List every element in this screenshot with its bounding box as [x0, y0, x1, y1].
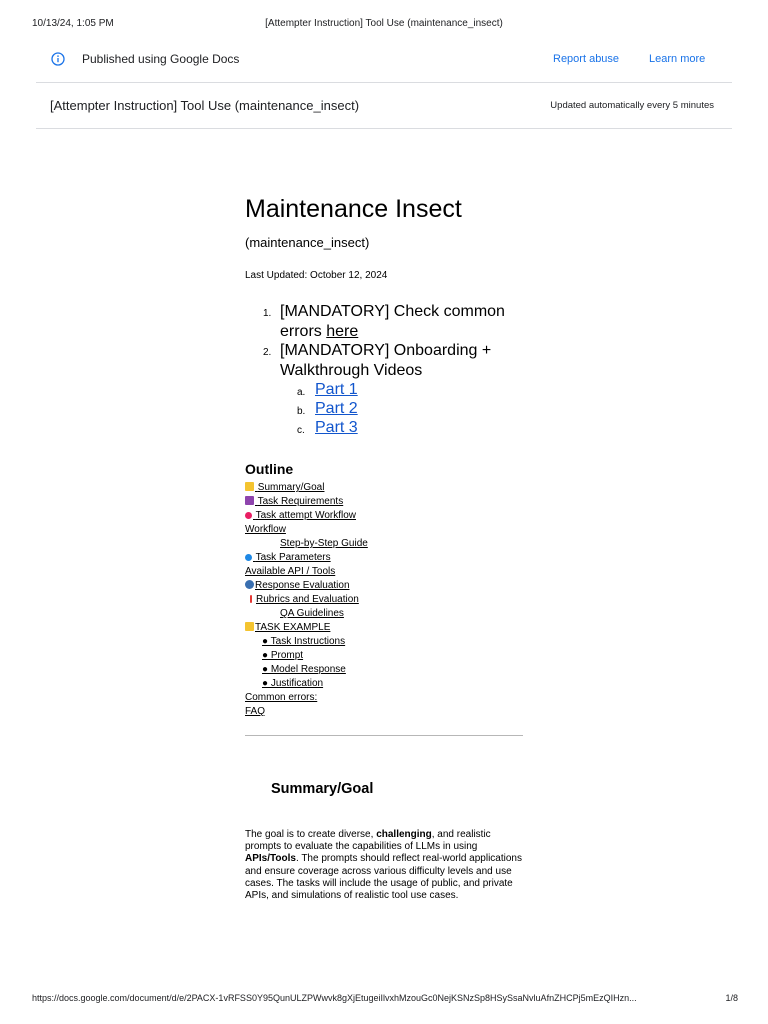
list-item-text: [MANDATORY] Onboarding + Walkthrough Videos [280, 342, 492, 379]
summary-paragraph: The goal is to create diverse, challenging, and realistic prompts to evaluate the capabilities of LLMs in using APIs/Tools. The prompts should reflect real-world applications and ensure coverage across various difficulty levels and use cases. The tasks will include the usage of public, and private APIs, and simulations of realistic tool use cases. [245, 829, 522, 902]
toc-item [245, 537, 545, 551]
toc-link-requirements[interactable]: Task Requirements [245, 496, 343, 507]
toc-link-response-eval[interactable]: Response Evaluation [245, 580, 350, 591]
print-header [0, 18, 768, 32]
document-title-bar [36, 82, 732, 129]
toc-link-faq[interactable]: FAQ [245, 706, 266, 717]
toc-item [245, 579, 545, 593]
print-datetime: 10/13/24, 1:05 PM [32, 18, 114, 29]
toc-item [245, 705, 545, 719]
common-errors-link[interactable]: here [326, 322, 359, 340]
toc-link-parameters[interactable]: Task Parameters [245, 552, 331, 563]
toc-link-workflow[interactable]: Task attempt Workflow [245, 510, 356, 521]
list-marker: 2. [263, 347, 272, 358]
video-item [245, 418, 535, 437]
toc-link-workflow-2[interactable]: Workflow [245, 524, 286, 535]
toc-link-qa[interactable]: QA Guidelines [280, 608, 344, 619]
toc-link-api-tools[interactable]: Available API / Tools [245, 566, 336, 577]
video-item [245, 380, 535, 399]
outline-heading: Outline [245, 461, 294, 477]
toc-link-common-errors[interactable]: Common errors: [245, 692, 318, 703]
exclamation-icon [250, 595, 252, 603]
folder-icon [245, 482, 254, 491]
globe-icon [245, 580, 254, 589]
video-part-3-link[interactable]: Part 3 [315, 419, 358, 436]
folder-icon [245, 622, 254, 631]
summary-heading: Summary/Goal [271, 781, 374, 797]
toc-link-task-example[interactable]: TASK EXAMPLE [245, 622, 330, 633]
toc-item [245, 691, 545, 705]
magnifier-icon [245, 554, 252, 561]
print-title: [Attempter Instruction] Tool Use (maintenance_insect) [265, 18, 503, 29]
video-part-2-link[interactable]: Part 2 [315, 400, 358, 417]
toc-item [245, 565, 545, 579]
toc-item [245, 593, 545, 607]
toc-item [245, 509, 545, 523]
toc-item [245, 607, 545, 621]
toc-link-model-response[interactable]: ● Model Response [262, 664, 346, 675]
toc-link-summary[interactable]: Summary/Goal [245, 482, 324, 493]
toc-item [245, 523, 545, 537]
list-marker: b. [297, 406, 306, 417]
toc-link-task-instructions[interactable]: ● Task Instructions [262, 636, 346, 647]
doc-subtitle: (maintenance_insect) [245, 235, 370, 250]
report-abuse-link[interactable]: Report abuse [553, 53, 620, 65]
pin-icon [245, 512, 252, 519]
toc-item [245, 495, 545, 509]
toc-item [245, 481, 545, 495]
toc-link-rubrics[interactable]: Rubrics and Evaluation [245, 594, 359, 605]
list-item [245, 341, 535, 380]
list-item-text: [MANDATORY] Check common errors [280, 303, 505, 340]
publish-bar [36, 36, 732, 83]
toc-item [245, 635, 545, 649]
toc-item [245, 649, 545, 663]
list-item [245, 302, 535, 341]
outline-toc [245, 481, 545, 719]
section-divider [245, 735, 523, 736]
document-title: [Attempter Instruction] Tool Use (maintenance_insect) [50, 98, 360, 113]
toc-link-step-guide[interactable]: Step-by-Step Guide [280, 538, 368, 549]
info-icon [51, 52, 65, 66]
print-footer [0, 993, 768, 1007]
toc-item [245, 551, 545, 565]
toc-item [245, 677, 545, 691]
auto-update-notice: Updated automatically every 5 minutes [550, 100, 714, 111]
doc-heading: Maintenance Insect [245, 195, 462, 223]
page-url: https://docs.google.com/document/d/e/2PACX-1vRFSS0Y95QunULZPWwvk8gXjEtugeiIlvxhMzouGc0NejKSNzSp8HSySsaNvluAfnZHCPj5mEzQIHzn... [32, 993, 637, 1003]
page-number: 1/8 [725, 993, 738, 1003]
toc-item [245, 621, 545, 635]
list-marker: c. [297, 425, 305, 436]
toc-link-justification[interactable]: ● Justification [262, 678, 324, 689]
list-marker: a. [297, 387, 306, 398]
published-text: Published using Google Docs [82, 52, 240, 66]
toc-item [245, 663, 545, 677]
mandatory-list [245, 302, 535, 437]
learn-more-link[interactable]: Learn more [649, 53, 706, 65]
toc-link-prompt[interactable]: ● Prompt [262, 650, 304, 661]
list-marker: 1. [263, 308, 272, 319]
last-updated: Last Updated: October 12, 2024 [245, 270, 388, 281]
video-item [245, 399, 535, 418]
checkbox-icon [245, 496, 254, 505]
video-part-1-link[interactable]: Part 1 [315, 381, 358, 398]
